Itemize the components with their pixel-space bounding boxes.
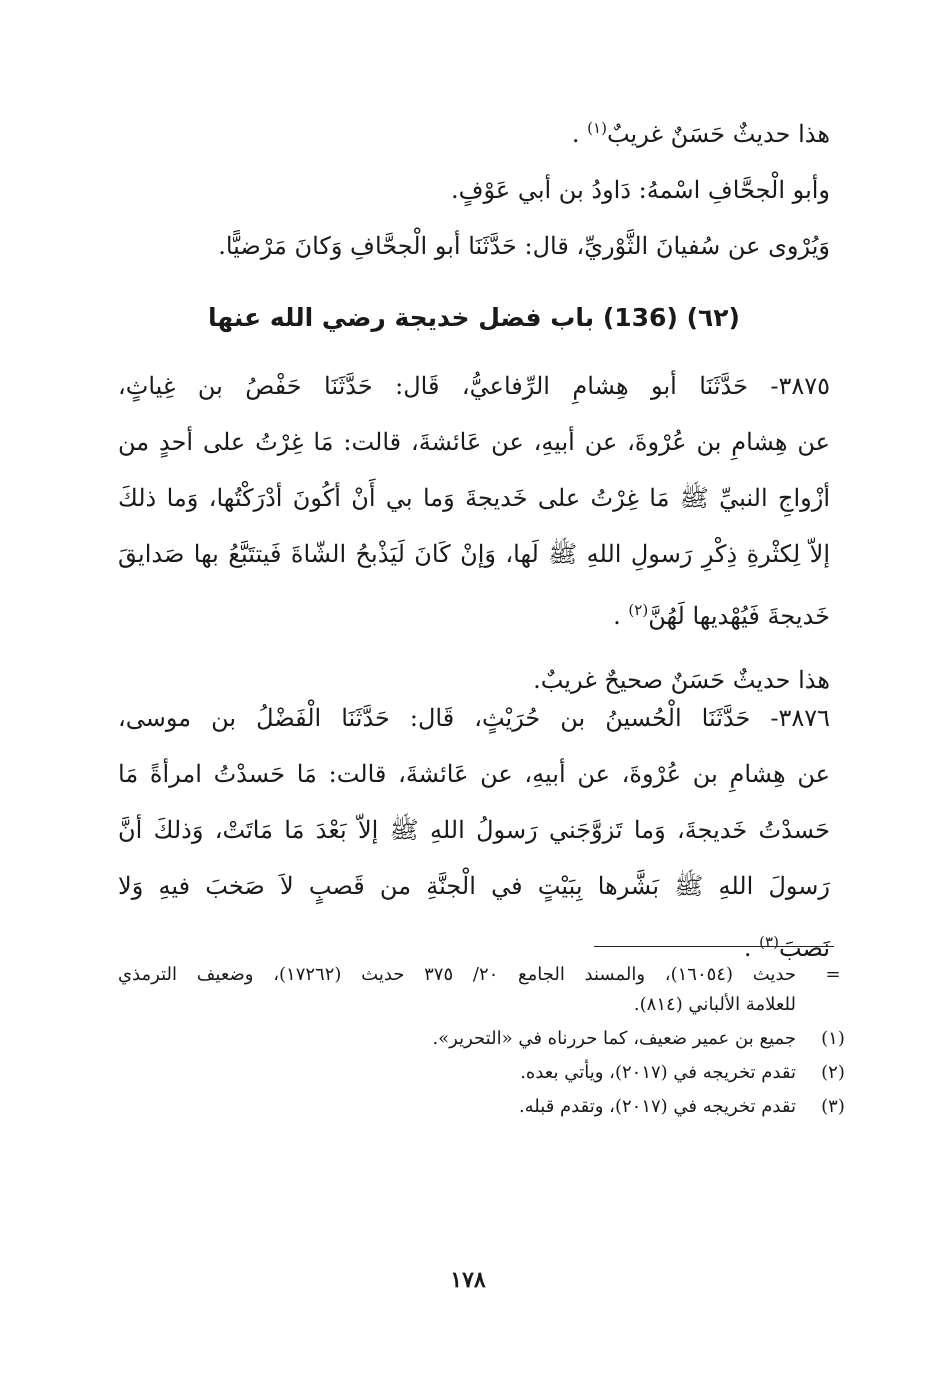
footnote-2 bbox=[118, 1058, 845, 1088]
text-line: ٣٨٧٦- حَدَّثَنَا الْحُسينُ بن حُرَيْثٍ، قَال: حَدَّثَنَا الْفَضْلُ بن موسى، bbox=[118, 704, 831, 732]
hadith-grade: هذا حديثٌ حَسَنٌ صحيحٌ غريبٌ. bbox=[533, 666, 830, 694]
footnote-marker: (٣) bbox=[821, 1096, 845, 1117]
footnote-ref: (٢) bbox=[628, 601, 649, 619]
footnote-marker: (١) bbox=[821, 1028, 845, 1049]
footnote-ref: (١) bbox=[587, 119, 607, 137]
footnote-3 bbox=[118, 1092, 845, 1122]
footnote-line: للعلامة الألباني (٨١٤). bbox=[633, 994, 796, 1015]
hadith-3875 bbox=[118, 358, 830, 708]
text-line: وأبو الْجحَّافِ اسْمهُ: دَاودُ بن أبي عَوْفٍ. bbox=[450, 176, 830, 204]
text: خَديجةَ فَيُهْديها لَهُنَّ bbox=[648, 602, 830, 630]
text-line: عن هِشامِ بن عُرْوةَ، عن أبيهِ، عن عَائشةَ، قالت: مَا غِرْتُ على أحدٍ من bbox=[118, 428, 830, 456]
text-line: إلاّ لِكثْرةِ ذِكْرِ رَسولِ اللهِ ﷺ لَها، وَإنْ كَانَ لَيَذْبحُ الشّاةَ فَيتتَبَّعُ بها صَدايقَ bbox=[118, 540, 830, 568]
text: . bbox=[571, 120, 588, 148]
text-line: وَيُرْوى عن سُفيانَ الثَّوْريِّ، قال: حَدَّثَنَا أبو الْجحَّافِ وَكانَ مَرْضيًّا. bbox=[218, 232, 830, 260]
text: . bbox=[743, 934, 760, 962]
continuation-marker: = bbox=[825, 964, 841, 985]
intro-block bbox=[118, 100, 830, 274]
footnote-text bbox=[118, 960, 796, 1020]
text-line: حَسدْتُ خَديجةَ، وَما تَزوَّجَني رَسولُ اللهِ ﷺ إلاّ بَعْدَ مَا مَاتَتْ، وَذلكَ أنَّ bbox=[118, 816, 830, 844]
footnote-continuation bbox=[118, 960, 842, 1020]
text-line bbox=[118, 100, 830, 162]
text-line: رَسولَ اللهِ ﷺ بَشَّرها بِبَيْتٍ في الْجنَّةِ من قَصبٍ لاَ صَخبَ فيهِ وَلا bbox=[118, 872, 830, 900]
footnote-text: جميع بن عمير ضعيف، كما حررناه في «التحرير». bbox=[432, 1028, 796, 1049]
footnote-1 bbox=[118, 1024, 845, 1054]
footnote-marker: (٢) bbox=[821, 1062, 845, 1083]
footnote-text: تقدم تخريجه في (٢٠١٧)، ويأتي بعده. bbox=[520, 1062, 796, 1083]
hadith-3876 bbox=[118, 690, 830, 976]
footnote-text: تقدم تخريجه في (٢٠١٧)، وتقدم قبله. bbox=[518, 1096, 796, 1117]
text-line: ٣٨٧٥- حَدَّثَنَا أبو هِشامِ الرِّفاعيُّ، قَال: حَدَّثَنَا حَفْصُ بن غِياثٍ، bbox=[118, 372, 830, 400]
text-line: أزْواجِ النبيِّ ﷺ مَا غِرْتُ على خَديجةَ وَما بي أَنْ أكُونَ أدْرَكْتُها، وَما ذلكَ bbox=[118, 484, 830, 512]
page-number: ١٧٨ bbox=[450, 1267, 486, 1293]
footnotes bbox=[118, 960, 845, 1122]
text-line: عن هِشامِ بن عُرْوةَ، عن أبيهِ، عن عَائشةَ، قالت: مَا حَسدْتُ امرأةً مَا bbox=[118, 760, 830, 788]
text: . bbox=[613, 602, 629, 630]
chapter-heading: (٦٢) (136) باب فضل خديجة رضي الله عنها bbox=[208, 303, 740, 332]
text: هذا حديثٌ حَسَنٌ غريبٌ bbox=[606, 120, 830, 148]
text: نَصبَ bbox=[778, 934, 830, 962]
footnote-separator bbox=[594, 946, 834, 947]
text-line bbox=[118, 582, 830, 644]
footnote-line: حديث (١٦٠٥٤)، والمسند الجامع ٢٠/ ٣٧٥ حديث (١٧٢٦٢)، وضعيف الترمذي bbox=[118, 964, 796, 985]
footnote-ref: (٣) bbox=[759, 933, 779, 951]
